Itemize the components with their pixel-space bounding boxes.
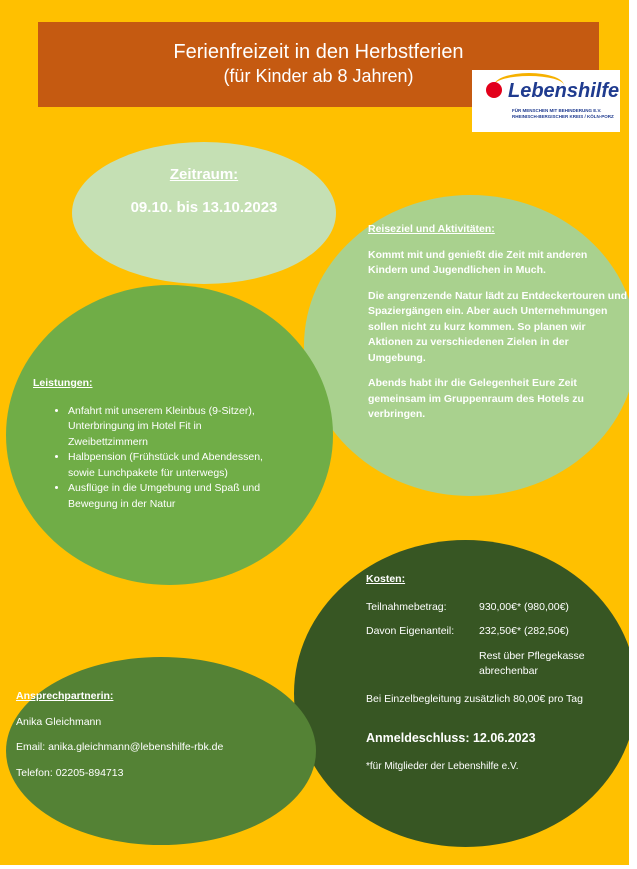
page-edge (629, 0, 637, 869)
logo-wordmark: Lebenshilfe (508, 80, 620, 102)
kontakt-name: Anika Gleichmann (16, 715, 102, 728)
kontakt-telefon: Telefon: 02205-894713 (16, 766, 124, 779)
einzelbegleitung-note: Bei Einzelbegleitung zusätzlich 80,00€ pro Tag (366, 692, 583, 705)
lebenshilfe-logo (472, 70, 620, 132)
leistungen-item: • Halbpension (Frühstück und Abendessen, sowie Lunchpakete für unterwegs) (68, 450, 273, 481)
leistungen-section (33, 376, 273, 512)
reiseziel-paragraph-1: Kommt mit und genießt die Zeit mit anderen Kindern und Jugendlichen in Much. (368, 248, 588, 276)
mitglieder-footnote: *für Mitglieder der Lebenshilfe e.V. (366, 760, 519, 772)
kontakt-heading: Ansprechpartnerin: (16, 690, 114, 702)
kontakt-email[interactable]: Email: anika.gleichmann@lebenshilfe-rbk.de (16, 741, 224, 753)
reiseziel-section (368, 222, 628, 433)
leistungen-item: • Ausflüge in die Umgebung und Spaß und Bewegung in der Natur (68, 481, 273, 512)
reiseziel-paragraph-3: Abends habt ihr die Gelegenheit Eure Zeit gemeinsam im Gruppenraum des Hotels zu verbringen. (368, 377, 584, 420)
logo-dot-icon (486, 82, 502, 98)
kosten-section (366, 572, 626, 774)
reiseziel-heading: Reiseziel und Aktivitäten: (368, 223, 495, 235)
page-bottom-edge (0, 865, 637, 869)
logo-subline: FÜR MENSCHEN MIT BEHINDERUNG E.V. RHEINISCH-BERGISCHER KREIS / KÖLN-PORZ (512, 108, 614, 119)
zeitraum-dates: 09.10. bis 13.10.2023 (130, 199, 278, 216)
kosten-heading: Kosten: (366, 573, 406, 585)
teilnahme-value: 930,00€* (980,00€) (479, 600, 569, 613)
pflegekasse-note: Rest über Pflegekasse abrechenbar (479, 649, 585, 677)
zeitraum-heading: Zeitraum: (169, 166, 239, 183)
eigenanteil-row (366, 624, 626, 640)
eigenanteil-value: 232,50€* (282,50€) (479, 625, 569, 637)
leistungen-item: • Anfahrt mit unserem Kleinbus (9-Sitzer), Unterbringung im Hotel Fit in Zweibettzimmern (68, 404, 273, 451)
reiseziel-paragraph-2: Die angrenzende Natur lädt zu Entdeckertouren und Spaziergängen ein. Aber auch Unternehmungen sollen nicht zu kurz kommen. So planen wir Aktionen zu verschiedenen Zielen in der Umgebung. (368, 289, 628, 364)
leistungen-list (33, 404, 273, 513)
anmeldeschluss: Anmeldeschluss: 12.06.2023 (366, 731, 536, 745)
teilnahme-label: Teilnahmebetrag: (366, 600, 447, 613)
flyer-title: Ferienfreizeit in den Herbstferien (173, 41, 464, 63)
teilnahme-row (366, 600, 626, 616)
leistungen-heading: Leistungen: (33, 377, 93, 389)
kontakt-section (16, 689, 306, 791)
flyer-subtitle: (für Kinder ab 8 Jahren) (223, 66, 414, 86)
eigenanteil-label: Davon Eigenanteil: (366, 625, 455, 637)
